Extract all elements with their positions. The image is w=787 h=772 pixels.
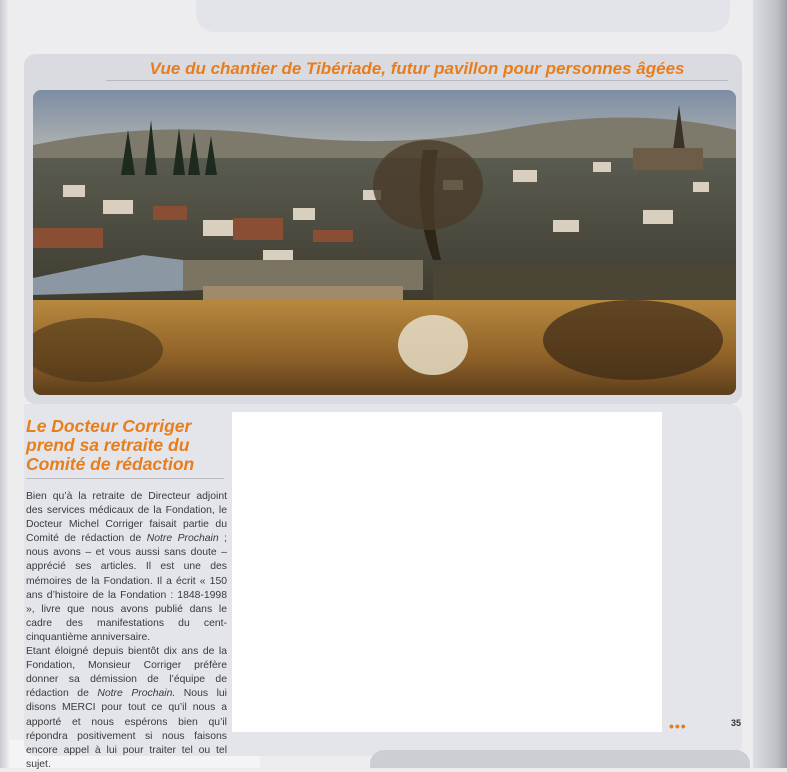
town-photo [33, 90, 736, 395]
article-title-line-2: prend sa retraite du [26, 435, 190, 455]
article-title [26, 417, 226, 474]
publication-name: Notre Prochain [146, 533, 219, 545]
blank-area [232, 412, 662, 732]
article-title-line-1: Le Docteur Corriger [26, 416, 192, 436]
article-title-line-3: Comité de rédaction [26, 454, 195, 474]
page-gutter-left [0, 0, 10, 768]
town-landscape-image [33, 90, 736, 395]
page-number: 35 [731, 718, 742, 728]
body-part-4: Nous lui disons MERCI pour tout ce qu’il nous a apporté et nous espérons bien qu’il répondra positivement si nous faisons encore appel à lui pour traiter tel ou tel sujet. [26, 688, 227, 770]
top-panel [196, 0, 730, 32]
photo-caption: Vue du chantier de Tibériade, futur pavillon pour personnes âgées [106, 58, 728, 81]
publication-name-2: Notre Prochain. [97, 688, 176, 700]
article-body [26, 490, 227, 772]
body-part-2: ; nous avons – et vous aussi sans doute – apprécié ses articles. Il est une des mémoires de la Fondation. Il a écrit « 150 ans d’histoire de la Fondation : 1848-1998 », livre que nous avons publié dans le cadre des manifestations du cent-cinquantième anniversaire. [26, 533, 227, 643]
body-part-1: Bien qu’à la retraite de Directeur adjoint des services médicaux de la Fondation, le Docteur Michel Corriger faisait partie du Comité de rédaction de [26, 491, 227, 545]
page-dots: ••• [669, 718, 687, 734]
body-part-3: Etant éloigné depuis bientôt dix ans de la Fondation, Monsieur Corriger préfère donner sa démission de l’équipe de rédaction de [26, 646, 227, 700]
bottom-tab [370, 750, 750, 768]
page-edge-right [753, 0, 787, 768]
title-rule [26, 478, 224, 479]
